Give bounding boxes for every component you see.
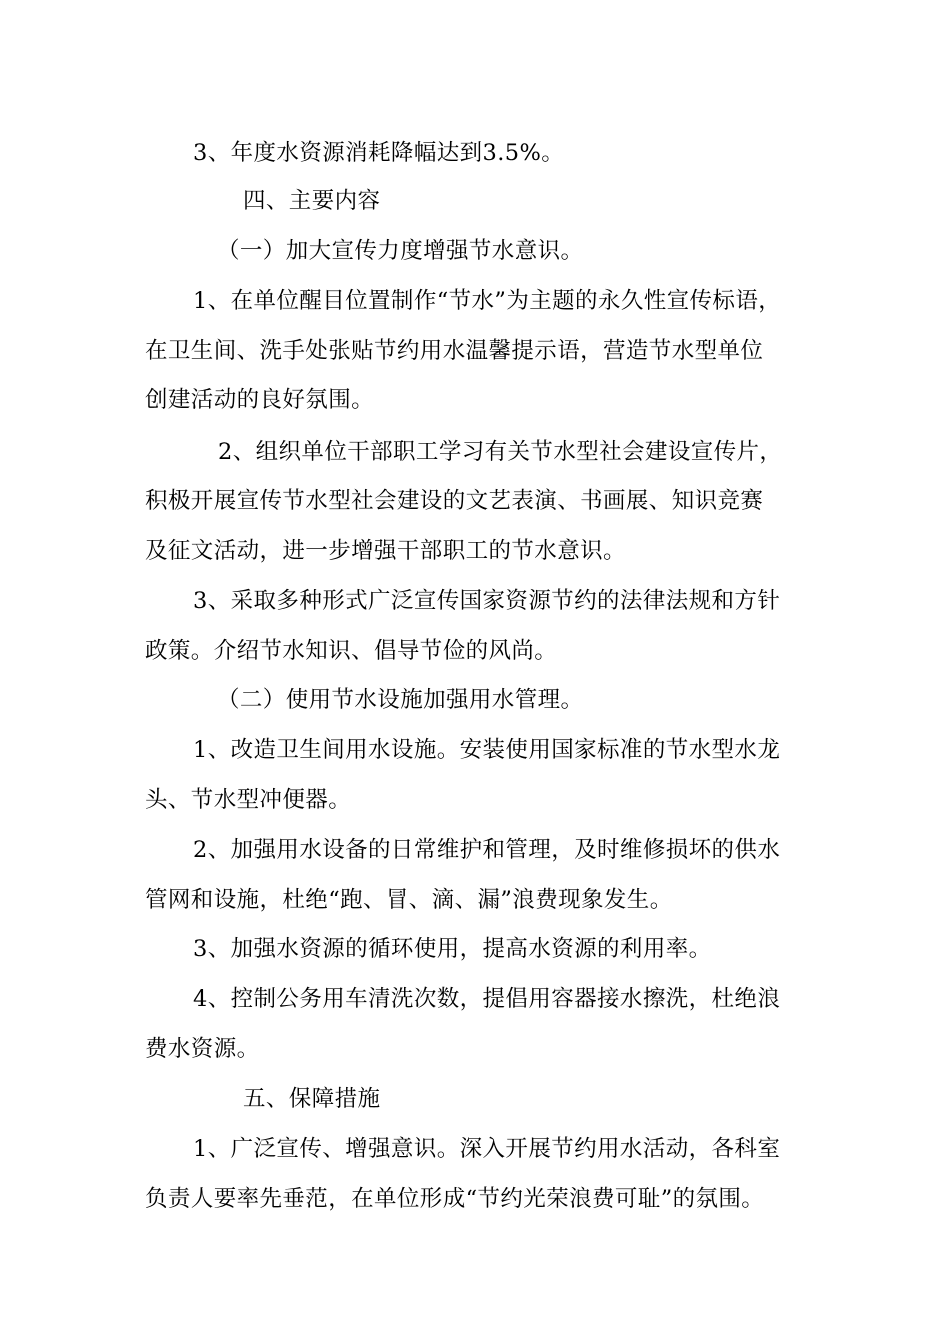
section-heading-safeguards: 五、保障措施 [243,1086,381,1112]
paragraph-line: 2、组织单位干部职工学习有关节水型社会建设宣传片， [218,439,783,465]
paragraph-line: 积极开展宣传节水型社会建设的文艺表演、书画展、知识竞赛 [145,488,764,514]
subsection-heading-facilities: （二）使用节水设施加强用水管理。 [217,687,584,713]
paragraph-line: 1、广泛宣传、增强意识。深入开展节约用水活动，各科室 [193,1136,781,1162]
paragraph-line: 4、控制公务用车清洗次数，提倡用容器接水擦洗，杜绝浪 [193,986,781,1012]
paragraph-line: 管网和设施，杜绝“跑、冒、滴、漏”浪费现象发生。 [145,887,673,913]
paragraph-line: 及征文活动，进一步增强干部职工的节水意识。 [145,538,626,564]
paragraph-line: 1、在单位醒目位置制作“节水”为主题的永久性宣传标语， [193,288,782,314]
paragraph-line: 3、采取多种形式广泛宣传国家资源节约的法律法规和方针 [193,588,781,614]
goal-item-3: 3、年度水资源消耗降幅达到3.5%。 [193,140,565,166]
paragraph-line: 2、加强用水设备的日常维护和管理，及时维修损坏的供水 [193,837,781,863]
paragraph-line: 3、加强水资源的循环使用，提高水资源的利用率。 [193,936,712,962]
section-heading-main-content: 四、主要内容 [243,188,381,214]
paragraph-line: 在卫生间、洗手处张贴节约用水温馨提示语，营造节水型单位 [145,338,764,364]
paragraph-line: 头、节水型冲便器。 [145,787,352,813]
paragraph-line: 负责人要率先垂范，在单位形成“节约光荣浪费可耻”的氛围。 [145,1186,765,1212]
paragraph-line: 创建活动的良好氛围。 [145,387,375,413]
paragraph-line: 政策。介绍节水知识、倡导节俭的风尚。 [145,638,558,664]
subsection-heading-publicity: （一）加大宣传力度增强节水意识。 [217,238,584,264]
paragraph-line: 费水资源。 [145,1036,260,1062]
paragraph-line: 1、改造卫生间用水设施。安装使用国家标准的节水型水龙 [193,737,781,763]
